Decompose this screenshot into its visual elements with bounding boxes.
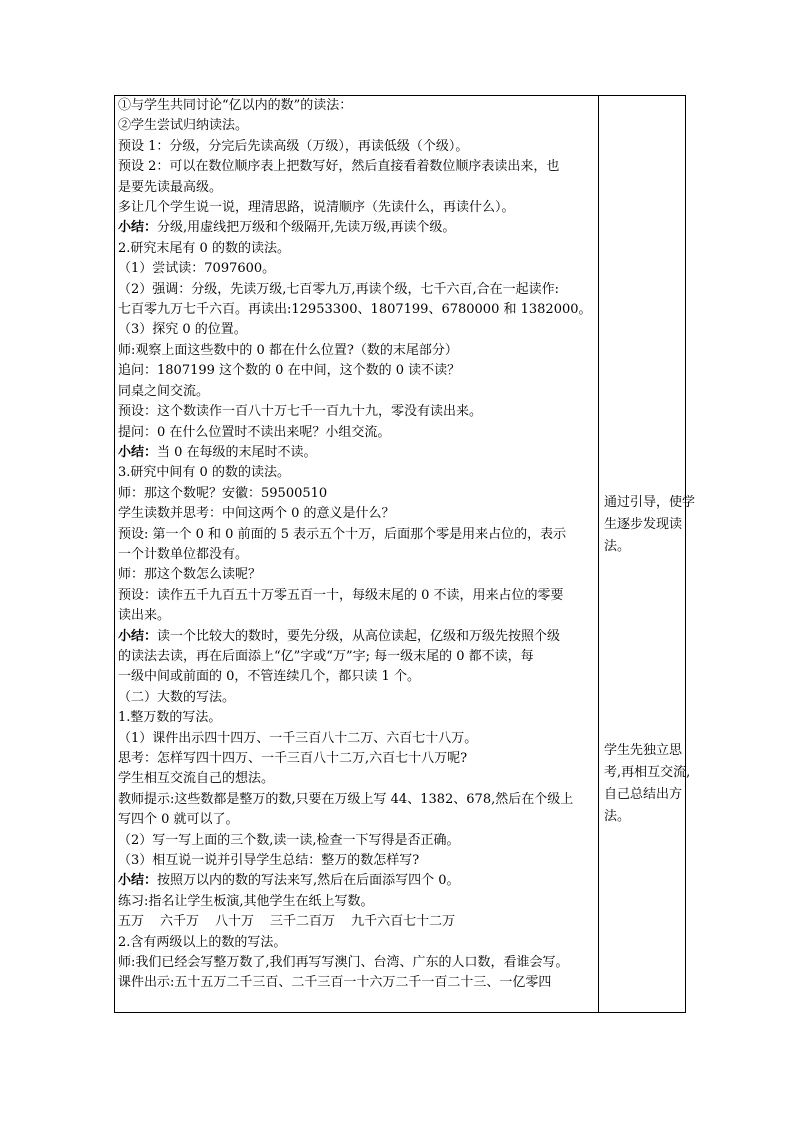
text-line: 2.含有两级以上的数的写法。 <box>118 934 287 950</box>
text-line: 师:观察上面这些数中的 0 都在什么位置?（数的末尾部分） <box>118 342 458 358</box>
text-line: 七百零九万七千六百。再读出:12953300、1807199、6780000 和 1382000。 <box>118 302 592 318</box>
summary-label: 小结： <box>118 628 158 644</box>
text-line: （3）探究 0 的位置。 <box>118 322 247 338</box>
text-line: 学生读数并思考：中间这两个 0 的意义是什么？ <box>118 506 395 522</box>
text-line: （2）写一写上面的三个数,读一读,检查一下写得是否正确。 <box>118 832 460 848</box>
summary-text: 按照万以内的数的写法来写,然后在后面添写四个 0。 <box>157 873 460 889</box>
text-line: （二）大数的写法。 <box>118 689 236 705</box>
text-line: 提问：0 在什么位置时不读出来呢？小组交流。 <box>118 424 391 440</box>
text-line <box>118 871 595 891</box>
summary-text: 当 0 在每级的末尾时不读。 <box>157 444 317 460</box>
text-line: （1）尝试读：7097600。 <box>118 261 276 277</box>
text-line: 一个计数单位都没有。 <box>118 546 249 562</box>
text-line <box>118 218 595 238</box>
design-note-2 <box>604 740 691 828</box>
text-line: 预设: 第一个 0 和 0 前面的 5 表示五个十万，后面那个零是用来占位的，表示 <box>118 526 567 542</box>
text-line: 课件出示:五十五万二千三百、二千三百一十六万二千一百二十三、一亿零四 <box>118 975 552 991</box>
table-row <box>115 96 686 1013</box>
text-line: 师：那这个数呢？安徽：59500510 <box>118 485 328 501</box>
text-line: （3）相互说一说并引导学生总结：整万的数怎样写? <box>118 853 420 869</box>
text-line: 3.研究中间有 0 的数的读法。 <box>118 465 290 481</box>
text-line: 教师提示:这些数都是整万的数,只要在万级上写 44、1382、678,然后在个级上 <box>118 791 574 807</box>
practice-word: 六千万 <box>160 914 200 930</box>
text-line: 追问：1807199 这个数的 0 在中间，这个数的 0 读不读？ <box>118 363 461 379</box>
practice-word: 三千二百万 <box>270 914 336 930</box>
text-line: 的读法去读，再在后面添上“亿”字或“万”字; 每一级末尾的 0 都不读，每 <box>118 648 534 664</box>
summary-text: 分级,用虚线把万级和个级隔开,先读万级,再读个级。 <box>157 220 456 236</box>
summary-label: 小结： <box>118 444 158 460</box>
summary-label: 小结： <box>118 220 158 236</box>
text-line: 预设 1：分级，分完后先读高级（万级），再读低级（个级）。 <box>118 138 469 154</box>
notes-cell <box>599 96 696 1013</box>
text-line: 思考：怎样写四十四万、一千三百八十二万,六百七十八万呢? <box>118 751 468 766</box>
text-line <box>118 443 595 463</box>
text-line: ①与学生共同讨论“亿以内的数”的读法： <box>118 98 353 113</box>
text-line: 是要先读最高级。 <box>118 179 223 195</box>
text-line <box>118 627 595 647</box>
note-line: 自己总结出方 <box>604 787 683 802</box>
summary-label: 小结： <box>118 873 158 889</box>
lesson-content <box>115 96 598 994</box>
note-line: 法。 <box>604 539 631 554</box>
text-line: 写四个 0 就可以了。 <box>118 812 239 828</box>
text-line: 学生相互交流自己的想法。 <box>118 771 275 787</box>
note-line: 生逐步发现读 <box>604 517 683 532</box>
lesson-content-cell <box>115 96 599 1013</box>
text-line: 预设：这个数读作一百八十万七千一百九十九，零没有读出来。 <box>118 404 483 420</box>
text-line: 1.整万数的写法。 <box>118 710 222 726</box>
text-line: （2）强调：分级，先读万级,七百零九万,再读个级，七千六百,合在一起读作: <box>118 281 560 297</box>
text-line: 师：那这个数怎么读呢？ <box>118 567 262 583</box>
practice-word: 九千六百七十二万 <box>351 914 456 930</box>
text-line: 多让几个学生说一说，理清思路，说清顺序（先读什么，再读什么）。 <box>118 200 515 216</box>
text-line: 同桌之间交流。 <box>118 383 210 399</box>
note-line: 学生先独立思 <box>604 743 683 758</box>
note-line: 法。 <box>604 809 631 824</box>
text-line <box>118 912 595 932</box>
text-line: 读出来。 <box>118 608 171 624</box>
text-line: ②学生尝试归纳读法。 <box>118 118 249 134</box>
text-line: （1）课件出示四十四万、一千三百八十二万、六百七十八万。 <box>118 730 478 746</box>
text-line: 2.研究末尾有 0 的数的读法。 <box>118 240 290 256</box>
summary-text: 读一个比较大的数时，要先分级，从高位读起，亿级和万级先按照个级 <box>157 628 561 644</box>
practice-word: 五万 <box>118 914 145 930</box>
text-line: 一级中间或前面的 0，不管连续几个，都只读 1 个。 <box>118 669 420 685</box>
note-line: 考,再相互交流, <box>604 765 691 780</box>
text-line: 师:我们已经会写整万数了,我们再写写澳门、台湾、广东的人口数，看谁会写。 <box>118 955 569 971</box>
lesson-table <box>114 95 696 1013</box>
text-line: 练习:指名让学生板演,其他学生在纸上写数。 <box>118 893 374 909</box>
note-line: 通过引导，使学 <box>604 495 696 510</box>
text-line: 预设 2：可以在数位顺序表上把数写好，然后直接看着数位顺序表读出来，也 <box>118 159 560 175</box>
text-line: 预设：读作五千九百五十万零五百一十，每级末尾的 0 不读，用来占位的零要 <box>118 587 564 603</box>
design-note-1 <box>604 492 696 558</box>
practice-word: 八十万 <box>215 914 255 930</box>
